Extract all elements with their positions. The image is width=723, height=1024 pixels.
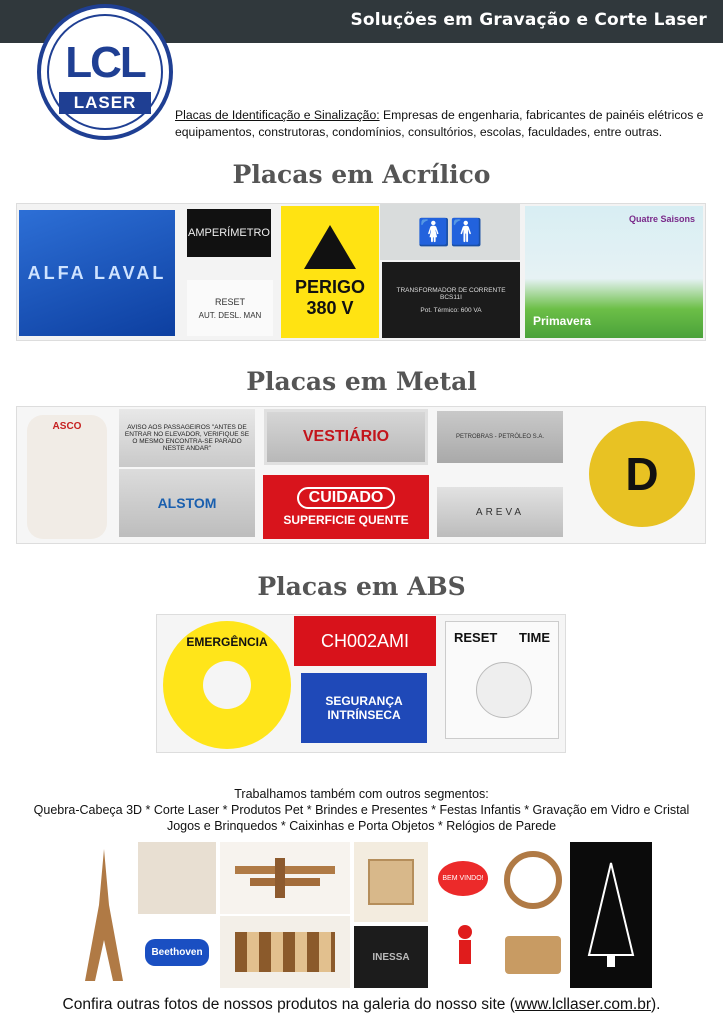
box-icon [368,859,414,905]
asco-tag [27,415,107,539]
cuidado-text: CUIDADO [297,487,396,509]
petrobras-plate [437,411,563,463]
vestiario-text: VESTIÁRIO [302,428,390,445]
logo-laser-text: LASER [59,92,151,114]
beethoven-tag [138,916,216,988]
inessa-text: INESSA [372,951,410,963]
wooden-box-photo [354,842,428,922]
acrilico-photo-strip [16,203,706,341]
superficie-text: SUPERFICIE QUENTE [283,513,409,527]
eiffel-tower-icon [79,845,129,985]
cuidado-sign [263,475,429,539]
aviso-text: AVISO AOS PASSAGEIROS "ANTES DE ENTRAR NO ELEVADOR, VERIFIQUE SE O MESMO ENCONTRA-SE PARADO NESTE ANDAR" [124,424,250,452]
glass-engraving-photo [354,926,428,988]
website-link[interactable]: www.lcllaser.com.br [514,996,651,1013]
chess-board-icon [235,932,335,972]
lcl-laser-logo [37,4,173,140]
christmas-tree-icon [581,855,641,975]
alfa-laval-text: ALFA LAVAL [27,262,167,283]
bem-vindo-photo [432,842,494,914]
section-title-abs: Placas em ABS [257,572,466,601]
transformador-row: Pot. Térmico: 600 VA [420,306,482,314]
airplane-icon [225,848,345,908]
ch002ami-text: CH002AMI [320,630,410,651]
perigo-text: PERIGO [294,277,365,297]
amperimetro-text: AMPERÍMETRO [188,227,270,239]
led-tree-photo [570,842,652,988]
primavera-text: Primavera [533,314,592,328]
segments-line1: Trabalhamos também com outros segmentos: [234,787,489,801]
alstom-sign [119,469,255,537]
footer-lead: Confira outras fotos de nossos produtos na galeria do nosso site ( [62,996,515,1013]
transformador-text: TRANSFORMADOR DE CORRENTE BCS11I [396,286,506,301]
restroom-sign [380,204,520,260]
product-gallery [72,842,652,988]
metal-photo-strip [16,406,706,544]
segments-line2: Quebra-Cabeça 3D * Corte Laser * Produtos Pet * Brindes e Presentes * Festas Infantis * Gravação em Vidro e Cristal [33,803,690,817]
emergencia-hole [203,661,251,709]
beethoven-text: Beethoven [145,939,208,966]
chess-board-photo [220,916,350,988]
reset-time-plate [445,621,559,739]
wooden-clock-photo [498,842,568,918]
reset-hole [476,662,532,718]
seguranca-text: SEGURANÇA INTRÍNSECA [325,694,403,722]
amperimetro-sign [187,209,271,257]
reset-acrilico-text: RESET [214,296,245,307]
intro-text: Empresas de engenharia, fabricantes de painéis elétricos e equipamentos, construtoras, condomínios, consultórios, escolas, faculdades, entre outras. [175,108,704,139]
primavera-sign [525,206,703,338]
reset-acrilico-sign [187,280,273,336]
segments-text [0,786,723,834]
aviso-passageiros-sign [119,409,255,467]
abs-photo-strip [156,614,566,753]
pet-products-photo [138,842,216,914]
areva-plate [437,487,563,537]
seguranca-sign [301,673,427,743]
time-abs-text: TIME [518,630,550,645]
areva-text: AREVA [475,506,525,518]
ch002ami-sign [294,616,436,666]
intro-paragraph [175,107,715,141]
d-text: D [625,448,659,500]
footer-end: ). [650,996,661,1013]
section-title-metal: Placas em Metal [246,367,477,396]
emergencia-text: EMERGÊNCIA [186,635,268,649]
warning-triangle-icon [304,225,356,269]
section-title-acrilico: Placas em Acrílico [232,160,491,189]
banner-title: Soluções em Gravação e Corte Laser [350,10,707,30]
d-round-plate [589,421,695,527]
quatre-saisons-text: Quatre Saisons [628,214,695,224]
reset-acrilico-labels: AUT. DESL. MAN [198,310,262,320]
asco-text: ASCO [52,421,82,432]
basketball-figure-photo [432,916,494,988]
cutting-board-photo [498,922,568,988]
perigo-volt-text: 380 V [306,298,354,318]
petrobras-text: PETROBRAS - PETRÓLEO S.A. [455,434,545,440]
intro-lead: Placas de Identificação e Sinalização: [175,108,380,122]
perigo-sign [281,206,379,338]
transformador-sign [382,262,520,338]
reset-abs-text: RESET [454,630,498,645]
clock-icon [504,851,562,909]
vestiario-sign [264,409,428,465]
bem-vindo-text: BEM VINDO! [438,861,487,896]
segments-line3: Jogos e Brinquedos * Caixinhas e Porta Objetos * Relógios de Parede [166,819,557,833]
basketball-player-icon [443,922,483,982]
logo-lcl-text: LCL [65,38,145,87]
eiffel-tower-puzzle [72,842,136,988]
footer-text [0,996,723,1014]
restroom-icon: 🚺🚹 [417,216,483,247]
alfa-laval-sign [19,210,175,336]
alstom-text: ALSTOM [157,495,217,511]
cutting-board-icon [505,936,561,974]
emergencia-ring [163,621,291,749]
airplane-puzzle [220,842,350,914]
